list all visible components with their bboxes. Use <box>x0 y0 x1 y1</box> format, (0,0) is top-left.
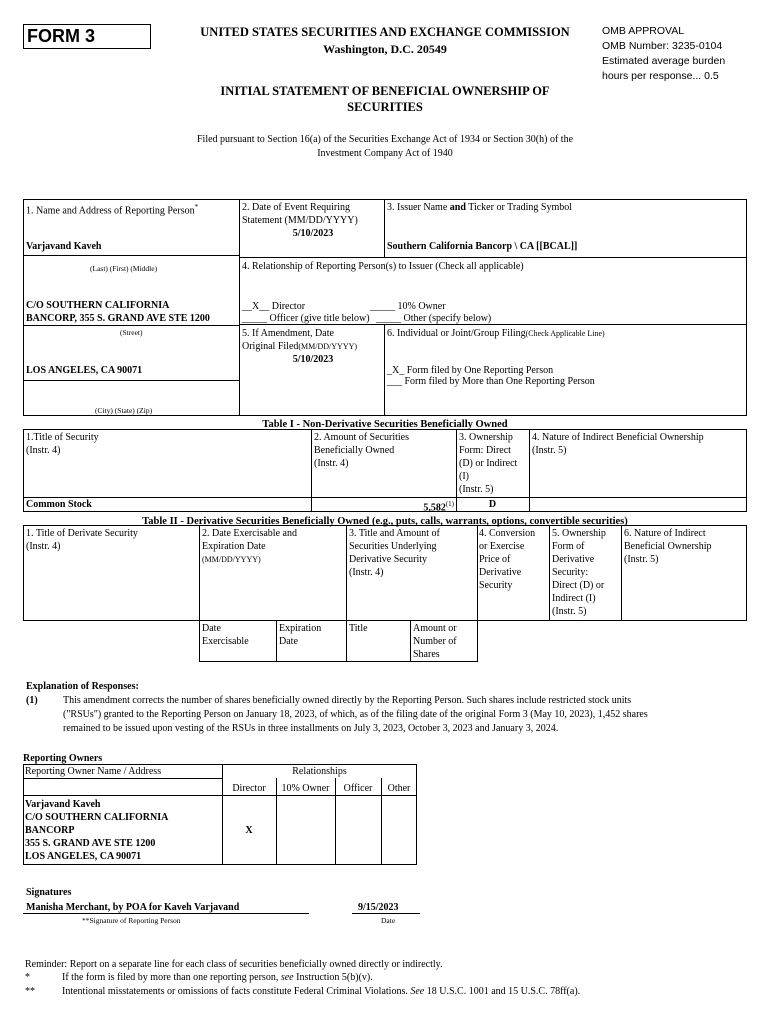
owners-col-other: Other <box>387 783 411 794</box>
t2-sub-amount: Amount or Number of Shares <box>413 623 457 660</box>
event-date: 5/10/2023 <box>292 228 334 239</box>
box2-label-1: 2. Date of Event Requiring <box>242 202 351 213</box>
form-label: FORM 3 <box>27 26 96 46</box>
box5-label-1: 5. If Amendment, Date <box>242 328 334 339</box>
t1-row-form: D <box>488 499 497 510</box>
t1-col4-head: 4. Nature of Indirect Beneficial Ownership (Instr. 5) <box>532 432 704 456</box>
omb-block <box>602 24 725 84</box>
footnote2: Intentional misstatements or omissions of facts constitute Federal Criminal Violations. See 18 U.S.C. 1001 and 15 U.S.C. 78ff(a). <box>62 986 581 997</box>
t2-sub-expiration: Expiration Date <box>279 623 322 647</box>
t2-col4-head: 4. Conversion or Exercise Price of Derivative Security <box>479 528 536 591</box>
street-caption: (Street) <box>120 328 143 337</box>
box2-label-2: Statement (MM/DD/YYYY) <box>242 215 358 226</box>
form-label-box <box>23 24 151 49</box>
owner-director-mark: X <box>245 825 253 836</box>
agency-line1: UNITED STATES SECURITIES AND EXCHANGE COMMISSION <box>200 25 570 39</box>
table1-title: Table I - Non-Derivative Securities Beneficially Owned <box>262 419 508 430</box>
signatures-heading: Signatures <box>26 887 72 898</box>
one-person-check: _X_ Form filed by One Reporting Person <box>387 365 554 376</box>
name-caption: (Last) (First) (Middle) <box>90 264 158 273</box>
explanation-line2: ("RSUs") granted to the Reporting Person on January 18, 2023, of which, as of the filing date of the original Form 3 (May 10, 2023), 1,452 shares <box>63 709 648 720</box>
officer-check: _____ Officer (give title below) <box>242 313 370 324</box>
address-line1: C/O SOUTHERN CALIFORNIA <box>26 300 170 311</box>
address-line2: BANCORP, 355 S. GRAND AVE STE 1200 <box>26 313 210 324</box>
t2-col6-head: 6. Nature of Indirect Beneficial Ownership (Instr. 5) <box>624 528 712 565</box>
owners-heading: Reporting Owners <box>23 753 103 764</box>
more-person-check: ___ Form filed by More than One Reporting Person <box>387 376 595 387</box>
box3-label: 3. Issuer Name and Ticker or Trading Symbol <box>387 202 573 213</box>
owners-col-officer: Officer <box>343 783 373 794</box>
t2-sub-date-exercisable: Date Exercisable <box>202 623 249 647</box>
filed-line1: Filed pursuant to Section 16(a) of the Securities Exchange Act of 1934 or Section 30(h) of the <box>196 134 574 145</box>
t1-col2-head: 2. Amount of Securities Beneficially Owned (Instr. 4) <box>314 432 409 469</box>
reminder: Reminder: Report on a separate line for each class of securities beneficially owned directly or indirectly. <box>25 959 443 970</box>
explanation-num: (1) <box>26 695 38 706</box>
explanation-line3: remained to be issued upon vesting of the RSUs in three installments on July 3, 2023, October 3, 2023 and January 3, 2024. <box>63 723 559 734</box>
t2-col2-head: 2. Date Exercisable and Expiration Date (MM/DD/YYYY) <box>202 528 297 564</box>
t2-col3-head: 3. Title and Amount of Securities Underlying Derivative Security (Instr. 4) <box>349 528 440 578</box>
box1-label: 1. Name and Address of Reporting Person* <box>26 203 199 217</box>
ten-pct-owner-check: _____ 10% Owner <box>370 301 446 312</box>
signature-date: 9/15/2023 <box>358 902 399 913</box>
date-caption: Date <box>381 916 396 925</box>
owners-col-ten-pct: 10% Owner <box>281 783 330 794</box>
form-title-2: SECURITIES <box>347 100 423 114</box>
owners-col-director: Director <box>232 783 266 794</box>
t1-col1-head: 1.Title of Security (Instr. 4) <box>26 432 99 456</box>
city-state-zip: LOS ANGELES, CA 90071 <box>26 365 143 376</box>
explanation-line1: This amendment corrects the number of shares beneficially owned directly by the Reporting Person. Such shares include restricted stock units <box>63 695 632 706</box>
owners-col-relationships: Relationships <box>292 766 347 777</box>
director-check: __X__ Director <box>242 301 306 312</box>
table2-title: Table II - Derivative Securities Beneficially Owned (e.g., puts, calls, warrants, options, convertible securities) <box>142 516 628 527</box>
issuer-name: Southern California Bancorp \ CA [[BCAL]] <box>387 241 578 252</box>
owner-entry: Varjavand Kaveh C/O SOUTHERN CALIFORNIA BANCORP 355 S. GRAND AVE STE 1200 LOS ANGELES, CA 90071 <box>25 799 169 862</box>
omb-burden2: hours per response... 0.5 <box>602 70 719 82</box>
reporting-person-name: Varjavand Kaveh <box>26 241 102 252</box>
agency-line2: Washington, D.C. 20549 <box>323 42 447 56</box>
t2-sub-title: Title <box>349 623 368 634</box>
form-title-1: INITIAL STATEMENT OF BENEFICIAL OWNERSHIP OF <box>220 84 550 98</box>
explanation-heading: Explanation of Responses: <box>26 681 139 692</box>
city-caption: (City) (State) (Zip) <box>95 406 153 415</box>
t1-row-title: Common Stock <box>26 499 92 510</box>
signer-name: Manisha Merchant, by POA for Kaveh Varjavand <box>26 902 240 913</box>
other-check: _____ Other (specify below) <box>376 313 492 324</box>
signature-caption: **Signature of Reporting Person <box>82 916 181 925</box>
footnote-star1: * <box>25 972 30 983</box>
t1-col3-head: 3. Ownership Form: Direct (D) or Indirect (I) (Instr. 5) <box>459 432 518 495</box>
t2-col5-head: 5. Ownership Form of Derivative Security: Direct (D) or Indirect (I) (Instr. 5) <box>552 528 606 617</box>
omb-burden1: Estimated average burden <box>602 55 726 67</box>
omb-number: OMB Number: 3235-0104 <box>602 40 723 52</box>
footnote1: If the form is filed by more than one reporting person, see Instruction 5(b)(v). <box>62 972 373 983</box>
owners-col-name: Reporting Owner Name / Address <box>25 766 162 777</box>
amendment-date: 5/10/2023 <box>292 354 334 365</box>
box6-label: 6. Individual or Joint/Group Filing(Check Applicable Line) <box>387 328 605 339</box>
omb-title: OMB APPROVAL <box>602 25 685 37</box>
footnote-star2: ** <box>25 986 35 997</box>
box5-label-2: Original Filed(MM/DD/YYYY) <box>242 341 358 352</box>
t1-row-amount: 5,582$^{(1)}$ <box>423 500 454 514</box>
t2-col1-head: 1. Title of Derivate Security (Instr. 4) <box>26 528 138 552</box>
filed-line2: Investment Company Act of 1940 <box>317 148 453 159</box>
box4-label: 4. Relationship of Reporting Person(s) to Issuer (Check all applicable) <box>242 261 524 272</box>
